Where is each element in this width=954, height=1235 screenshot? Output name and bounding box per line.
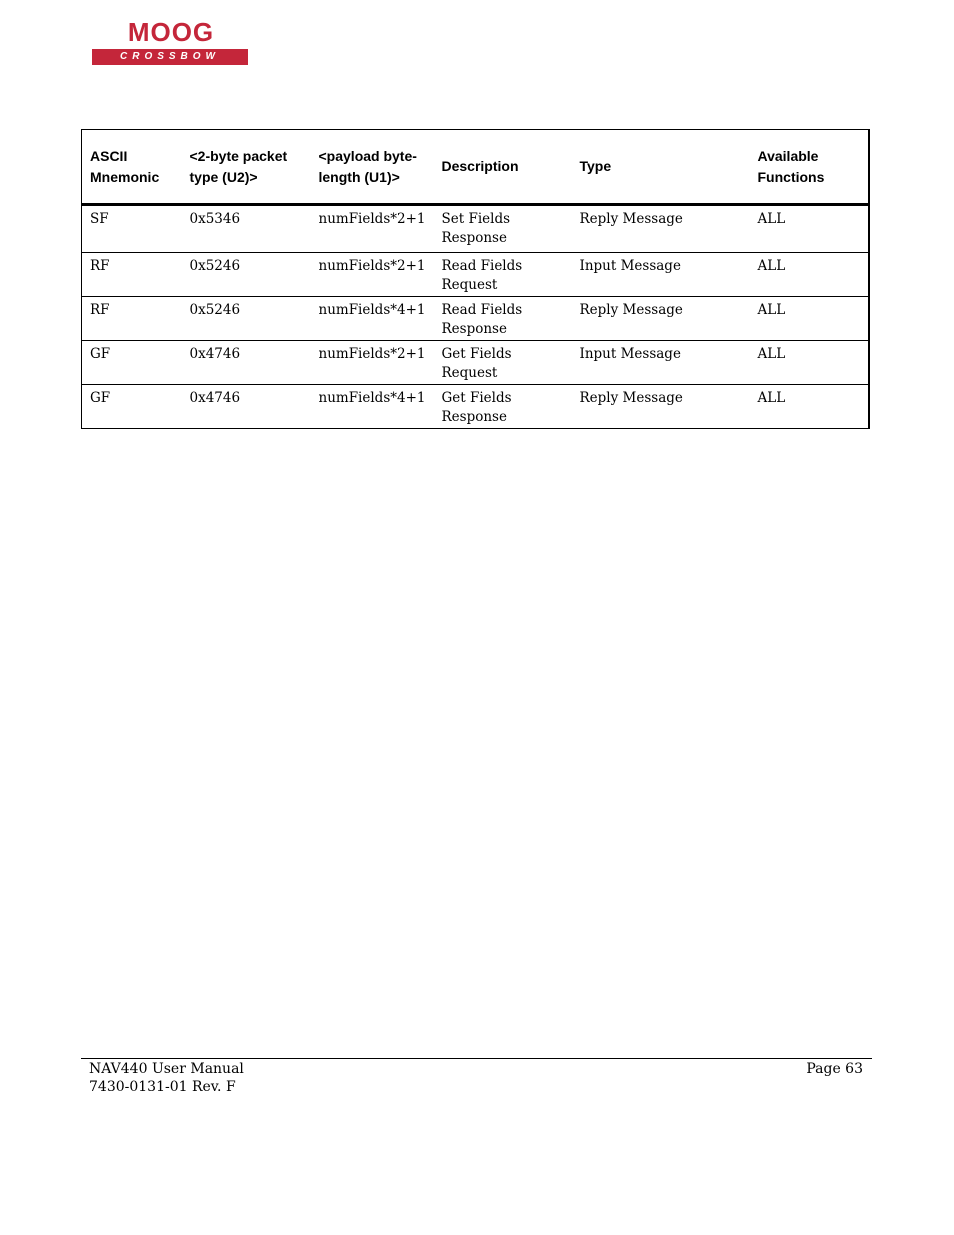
cell-mnemonic: GF <box>82 341 182 385</box>
header-type: Type <box>572 130 750 205</box>
cell-description: Read Fields Request <box>434 253 572 297</box>
cell-mnemonic: GF <box>82 385 182 429</box>
cell-mnemonic: RF <box>82 253 182 297</box>
cell-type: Input Message <box>572 341 750 385</box>
cell-available-functions: ALL <box>750 297 869 341</box>
table-row <box>82 385 869 429</box>
header-description: Description <box>434 130 572 205</box>
table-row <box>82 297 869 341</box>
logo-brand-text: MOOG <box>127 17 215 47</box>
cell-description: Set Fields Response <box>434 205 572 253</box>
header-ascii-mnemonic: ASCII Mnemonic <box>82 130 182 205</box>
cell-packet-type: 0x4746 <box>182 385 311 429</box>
footer-doc-title: NAV440 User Manual <box>89 1061 244 1077</box>
packet-table <box>81 129 870 429</box>
header-payload-length: <payload byte-length (U1)> <box>311 130 434 205</box>
cell-payload-length: numFields*2+1 <box>311 341 434 385</box>
footer-left <box>89 1060 244 1096</box>
logo-sub-text: CROSSBOW <box>92 49 248 65</box>
footer-divider <box>81 1058 872 1059</box>
table-row <box>82 205 869 253</box>
table-row <box>82 253 869 297</box>
cell-available-functions: ALL <box>750 205 869 253</box>
cell-payload-length: numFields*4+1 <box>311 385 434 429</box>
cell-description: Get Fields Response <box>434 385 572 429</box>
table-row <box>82 341 869 385</box>
cell-mnemonic: SF <box>82 205 182 253</box>
cell-mnemonic: RF <box>82 297 182 341</box>
header-packet-type: <2-byte packet type (U2)> <box>182 130 311 205</box>
cell-packet-type: 0x5346 <box>182 205 311 253</box>
header-available-functions: Available Functions <box>750 130 869 205</box>
cell-type: Reply Message <box>572 297 750 341</box>
cell-packet-type: 0x5246 <box>182 297 311 341</box>
cell-description: Get Fields Request <box>434 341 572 385</box>
cell-payload-length: numFields*4+1 <box>311 297 434 341</box>
cell-payload-length: numFields*2+1 <box>311 253 434 297</box>
cell-type: Reply Message <box>572 385 750 429</box>
footer-page-number: Page 63 <box>806 1061 863 1077</box>
cell-type: Reply Message <box>572 205 750 253</box>
cell-packet-type: 0x4746 <box>182 341 311 385</box>
cell-payload-length: numFields*2+1 <box>311 205 434 253</box>
moog-crossbow-logo <box>92 17 250 68</box>
cell-description: Read Fields Response <box>434 297 572 341</box>
cell-available-functions: ALL <box>750 253 869 297</box>
table-header-row <box>82 130 869 205</box>
footer-doc-number: 7430-0131-01 Rev. F <box>89 1079 236 1095</box>
cell-packet-type: 0x5246 <box>182 253 311 297</box>
cell-available-functions: ALL <box>750 341 869 385</box>
cell-available-functions: ALL <box>750 385 869 429</box>
cell-type: Input Message <box>572 253 750 297</box>
